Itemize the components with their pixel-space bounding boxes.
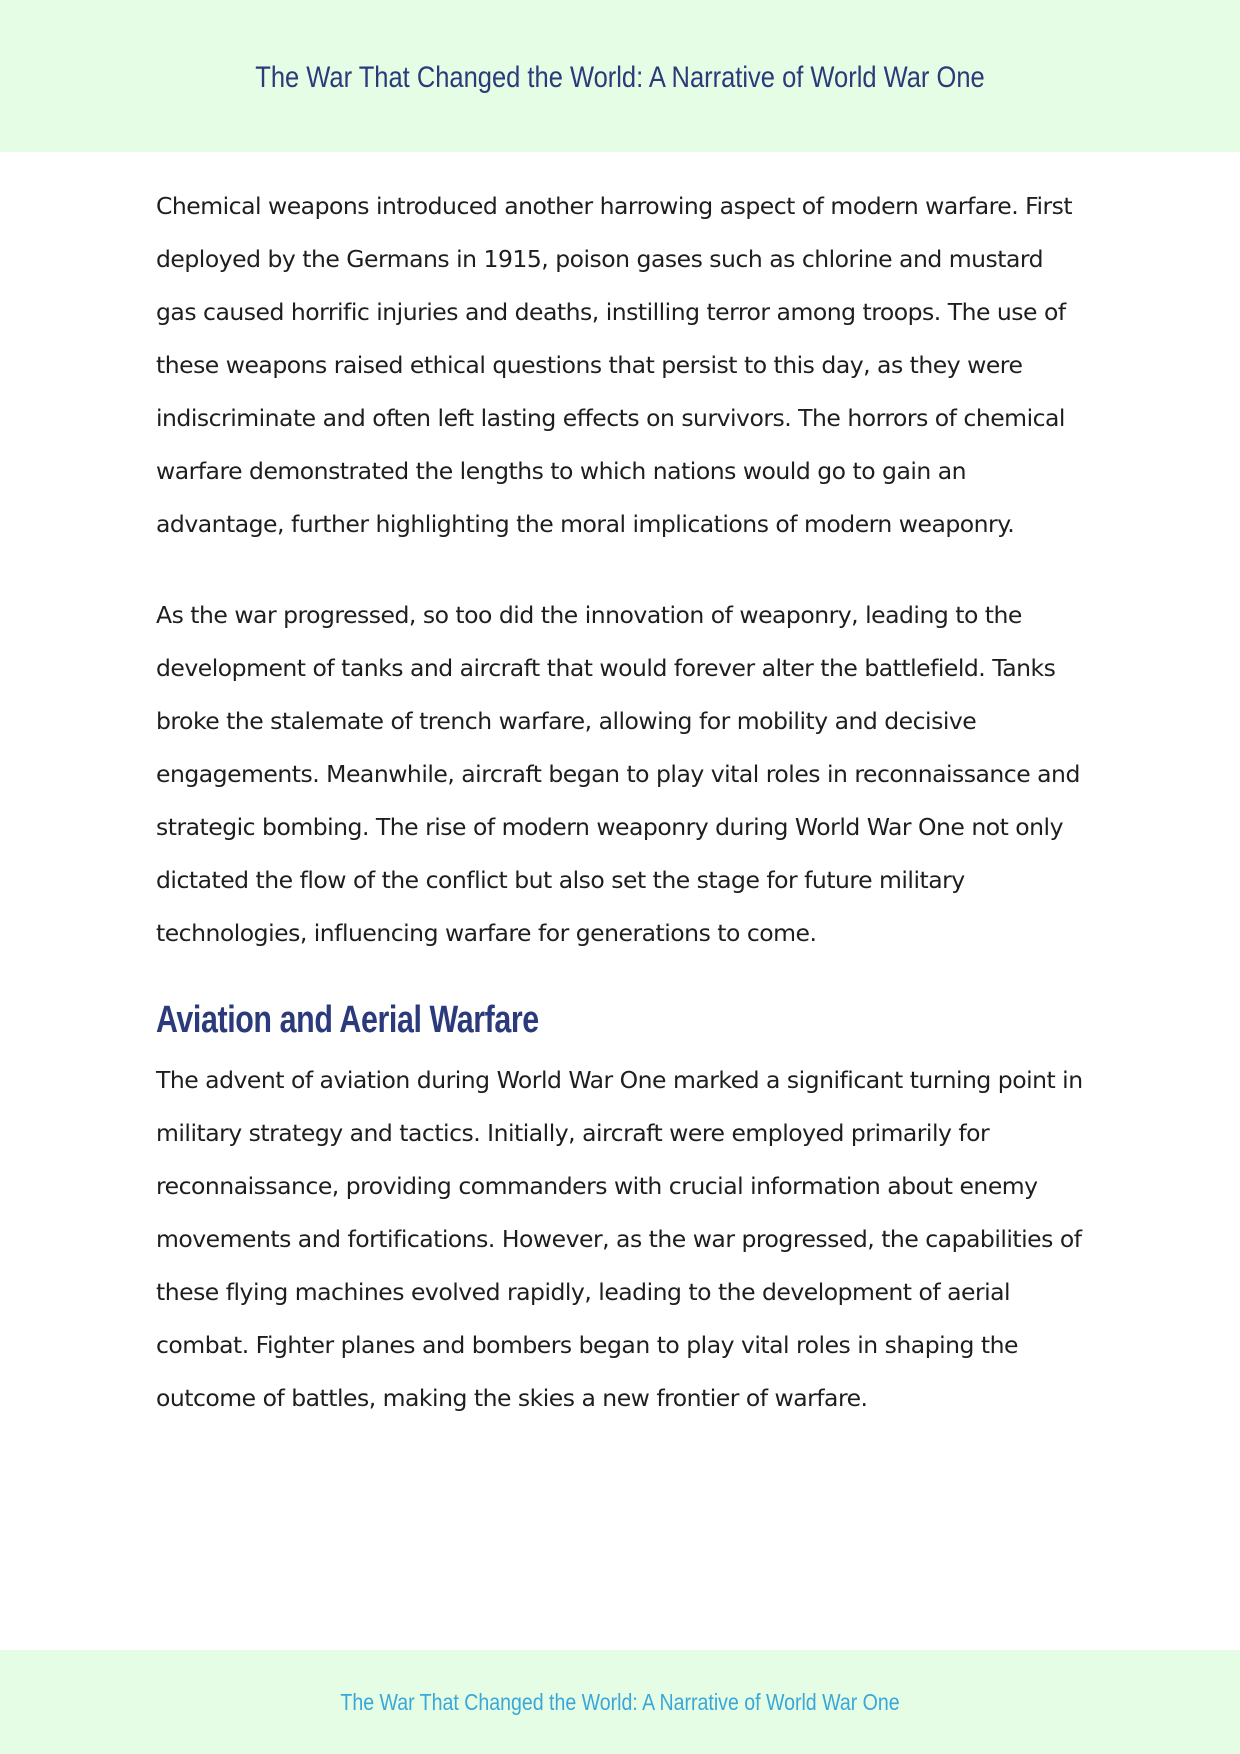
page-header bbox=[0, 0, 1240, 152]
section-heading: Aviation and Aerial Warfare bbox=[156, 999, 539, 1041]
paragraph-aviation: The advent of aviation during World War One marked a significant turning point in military strategy and tactics. Initially, aircraft were employed primarily for reconnaissance, providing commanders with crucial information about enemy movements and fortifications. However, as the war progressed, the capabilities of these flying machines evolved rapidly, leading to the development of aerial combat. Fighter planes and bombers began to play vital roles in shaping the outcome of battles, making the skies a new frontier of warfare. bbox=[156, 1066, 1083, 1412]
paragraph-chemical-weapons: Chemical weapons introduced another harrowing aspect of modern warfare. First deployed by the Germans in 1915, poison gases such as chlorine and mustard gas caused horrific injuries and deaths, instilling terror among troops. The use of these weapons raised ethical questions that persist to this day, as they were indiscriminate and often left lasting effects on survivors. The horrors of chemical warfare demonstrated the lengths to which nations would go to gain an advantage, further highlighting the moral implications of modern weaponry. bbox=[156, 192, 1073, 538]
footer-title: The War That Changed the World: A Narrative of World War One bbox=[340, 1689, 900, 1715]
page-footer bbox=[0, 1650, 1240, 1754]
paragraph-weaponry-innovation: As the war progressed, so too did the innovation of weaponry, leading to the development of tanks and aircraft that would forever alter the battlefield. Tanks broke the stalemate of trench warfare, allowing for mobility and decisive engagements. Meanwhile, aircraft began to play vital roles in reconnaissance and strategic bombing. The rise of modern weaponry during World War One not only dictated the flow of the conflict but also set the stage for future military technologies, influencing warfare for generations to come. bbox=[156, 601, 1080, 947]
header-title: The War That Changed the World: A Narrative of World War One bbox=[255, 61, 985, 94]
main-content bbox=[156, 180, 1086, 1425]
